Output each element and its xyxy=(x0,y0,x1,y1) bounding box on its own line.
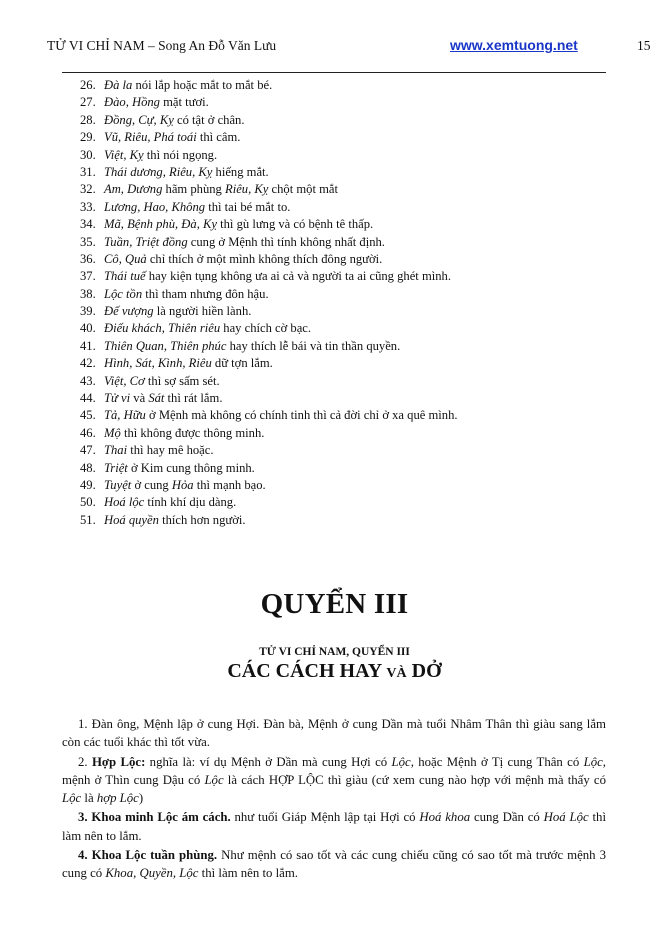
list-item-number: 40. xyxy=(80,321,96,336)
text-run: ở Kim cung thông minh. xyxy=(127,460,255,475)
numbered-list xyxy=(70,77,458,529)
text-run: Đế vượng xyxy=(104,304,154,319)
text-run: nghĩa là: ví dụ Mệnh ở Dần mà cung Hợi có xyxy=(145,754,392,769)
text-run: Hoá Lộc xyxy=(543,810,589,825)
text-run: Lương, Hao, Không xyxy=(104,199,206,214)
text-run: tính khí dịu dàng. xyxy=(144,495,237,510)
text-run: ) xyxy=(138,791,144,806)
text-run: cung Dần có xyxy=(470,810,544,825)
list-item-number: 30. xyxy=(80,147,96,162)
text-run: 4. Khoa Lộc tuần phùng. xyxy=(78,848,218,863)
list-item-number: 39. xyxy=(80,304,96,319)
text-run: Tử vi xyxy=(104,391,131,406)
list-item xyxy=(70,251,458,268)
body-paragraphs xyxy=(62,715,606,884)
text-run: Vũ, Riêu, Phá toái xyxy=(104,130,197,145)
text-run: là cách HỢP LỘC thì giàu (cứ xem cung nào hợp với mệnh mà thấy có xyxy=(223,772,607,787)
list-item xyxy=(70,216,458,233)
text-run: Thái dương, Riêu, Kỵ xyxy=(104,164,213,179)
text-run: thì làm nên to lắm. xyxy=(198,866,298,881)
text-run: Lộc tồn xyxy=(104,286,143,301)
page-header xyxy=(47,37,651,58)
text-run: Như mệnh có sao tốt và các cung chiếu cũng có sao tốt mà trước mệnh 3 cung có xyxy=(62,848,606,881)
book-title: QUYỂN III xyxy=(260,588,409,620)
text-run: hay chích cờ bạc. xyxy=(220,321,312,336)
list-item-number: 36. xyxy=(80,251,96,266)
text-run: chột một mắt xyxy=(268,182,338,197)
text-run: Lộc xyxy=(204,772,224,787)
list-item xyxy=(70,338,458,355)
section-title-conjunction: VÀ xyxy=(386,666,407,681)
list-item xyxy=(70,77,458,94)
page-number: 15 xyxy=(637,38,651,53)
text-run: Mộ xyxy=(104,425,121,440)
text-run: Đà la xyxy=(104,78,133,92)
list-item xyxy=(70,494,458,511)
text-run: Am, Dương xyxy=(104,182,163,197)
text-run: Lộc, xyxy=(583,754,607,769)
list-item xyxy=(70,477,458,494)
list-item-number: 34. xyxy=(80,217,96,232)
text-run: như tuổi Giáp Mệnh lập tại Hợi có xyxy=(230,810,420,825)
text-run: Hoá lộc xyxy=(104,495,145,510)
list-item xyxy=(70,94,458,111)
text-run: Hoá quyền xyxy=(104,512,159,527)
list-item-number: 31. xyxy=(80,164,96,179)
list-item-number: 49. xyxy=(80,477,96,492)
text-run: thì làm nên to lắm. xyxy=(62,810,607,843)
text-run: cung ở Mệnh thì tính không nhất định. xyxy=(187,234,385,249)
text-run: thì câm. xyxy=(196,130,241,145)
text-run: mặt tươi. xyxy=(159,95,209,110)
text-run: Tuyệt xyxy=(104,477,132,492)
text-run: hay thích lễ bái và tin thần quyền. xyxy=(226,338,401,353)
list-item-number: 50. xyxy=(80,495,96,510)
book-subheading: TỬ VI CHỈ NAM, QUYỂN III xyxy=(259,646,410,658)
text-run: hoặc Mệnh ở Tị cung Thân có xyxy=(413,754,584,769)
list-item-number: 41. xyxy=(80,338,96,353)
list-item-number: 43. xyxy=(80,373,96,388)
list-item xyxy=(70,164,458,181)
text-run: Riêu, Kỵ xyxy=(225,182,269,197)
text-run: thì gù lưng và có bệnh tê thấp. xyxy=(216,217,374,232)
text-run: thích hơn người. xyxy=(158,512,246,527)
text-run: Điếu khách, Thiên riêu xyxy=(104,321,221,336)
list-item-number: 51. xyxy=(80,512,96,527)
list-item xyxy=(70,181,458,198)
text-run: nói lắp hoặc mắt to mắt bé. xyxy=(132,78,273,92)
text-run: 3. Khoa minh Lộc ám cách. xyxy=(78,810,231,825)
list-item xyxy=(70,286,458,303)
text-run: thì tham nhưng đôn hậu. xyxy=(142,286,269,301)
header-rule xyxy=(62,72,606,73)
list-item-number: 35. xyxy=(80,234,96,249)
list-item-number: 26. xyxy=(80,78,96,92)
list-item xyxy=(70,234,458,251)
list-item xyxy=(70,407,458,424)
list-item-number: 28. xyxy=(80,112,96,127)
text-run: thì không được thông minh. xyxy=(120,425,265,440)
text-run: Hợp Lộc: xyxy=(91,754,146,769)
text-run: chỉ thích ở một mình không thích đông người. xyxy=(146,251,383,266)
paragraph xyxy=(62,846,606,883)
header-site-link[interactable]: www.xemtuong.net xyxy=(450,37,578,53)
text-run: Mã, Bệnh phù, Đà, Kỵ xyxy=(104,217,217,232)
text-run: thì hay mê hoặc. xyxy=(127,443,214,458)
list-item xyxy=(70,199,458,216)
text-run: Đồng, Cự, Kỵ xyxy=(104,112,174,127)
list-item xyxy=(70,268,458,285)
list-item xyxy=(70,129,458,146)
list-item-number: 46. xyxy=(80,425,96,440)
list-item xyxy=(70,147,458,164)
text-run: Lộc xyxy=(62,791,82,806)
text-run: Đào, Hồng xyxy=(104,95,160,110)
list-item xyxy=(70,112,458,129)
list-item xyxy=(70,390,458,407)
text-run: Thai xyxy=(104,443,128,458)
list-item-number: 44. xyxy=(80,391,96,406)
list-item xyxy=(70,512,458,529)
list-item-number: 47. xyxy=(80,443,96,458)
section-title xyxy=(0,660,669,683)
header-title: TỬ VI CHỈ NAM – Song An Đỗ Văn Lưu xyxy=(47,38,277,53)
paragraph xyxy=(62,753,606,808)
text-run: Thái tuế xyxy=(104,269,146,284)
text-run: 2. xyxy=(78,754,92,769)
text-run: hợp Lộc xyxy=(96,791,139,806)
list-item-number: 42. xyxy=(80,356,96,371)
text-run: và xyxy=(130,391,149,406)
section-title-end: DỞ xyxy=(406,660,442,682)
text-run: hãm phùng xyxy=(162,182,225,197)
list-item-number: 33. xyxy=(80,199,96,214)
text-run: Thiên Quan, Thiên phúc xyxy=(104,338,227,353)
text-run: Hoá khoa xyxy=(419,810,471,825)
text-run: thì sợ sấm sét. xyxy=(144,373,220,388)
text-run: Tả, Hữu xyxy=(104,408,146,423)
text-run: 1. Đàn ông, Mệnh lập ở cung Hợi. Đàn bà, Mệnh ở cung Dần mà tuổi Nhâm Thân thì giàu sang lắm còn các tuổi khác thì tốt vừa. xyxy=(62,717,606,750)
list-item xyxy=(70,425,458,442)
text-run: có tật ở chân. xyxy=(173,112,245,127)
text-run: thì nói ngọng. xyxy=(143,147,218,162)
list-item xyxy=(70,373,458,390)
text-run: ở cung xyxy=(131,477,172,492)
list-item-number: 27. xyxy=(80,95,96,110)
list-item xyxy=(70,320,458,337)
text-run: Cô, Quả xyxy=(104,251,147,266)
paragraph xyxy=(62,715,606,752)
text-run: là người hiền lành. xyxy=(153,304,252,319)
list-item-number: 45. xyxy=(80,408,96,423)
text-run: Triệt xyxy=(104,460,128,475)
text-run: thì mạnh bạo. xyxy=(193,477,266,492)
list-item-number: 37. xyxy=(80,269,96,284)
text-run: Việt, Cơ xyxy=(104,373,145,388)
text-run: Hỏa xyxy=(171,477,194,492)
text-run: thì tai bé mắt to. xyxy=(205,199,291,214)
list-item xyxy=(70,442,458,459)
list-item xyxy=(70,355,458,372)
list-item-number: 38. xyxy=(80,286,96,301)
list-item-number: 29. xyxy=(80,130,96,145)
text-run: dữ tợn lắm. xyxy=(211,356,273,371)
text-run: Lộc, xyxy=(391,754,414,769)
text-run: mệnh ở Thìn cung Dậu có xyxy=(62,772,205,787)
text-run: Sát xyxy=(148,391,165,406)
text-run: là xyxy=(81,791,97,806)
text-run: hay kiện tụng không ưa ai cả và người ta ai cũng ghét mình. xyxy=(145,269,451,284)
list-item xyxy=(70,303,458,320)
section-title-main: CÁC CÁCH HAY xyxy=(227,660,387,682)
list-item xyxy=(70,460,458,477)
text-run: Tuần, Triệt đồng xyxy=(104,234,188,249)
text-run: Hình, Sát, Kình, Riêu xyxy=(104,356,212,371)
list-item-number: 48. xyxy=(80,460,96,475)
text-run: Việt, Kỵ xyxy=(104,147,144,162)
text-run: hiếng mắt. xyxy=(212,164,269,179)
text-run: thì rát lắm. xyxy=(164,391,223,406)
text-run: Khoa, Quyền, Lộc xyxy=(105,866,199,881)
text-run: ở Mệnh mà không có chính tinh thì cả đời chỉ ở xa quê mình. xyxy=(145,408,458,423)
paragraph xyxy=(62,808,606,845)
list-item-number: 32. xyxy=(80,182,96,197)
